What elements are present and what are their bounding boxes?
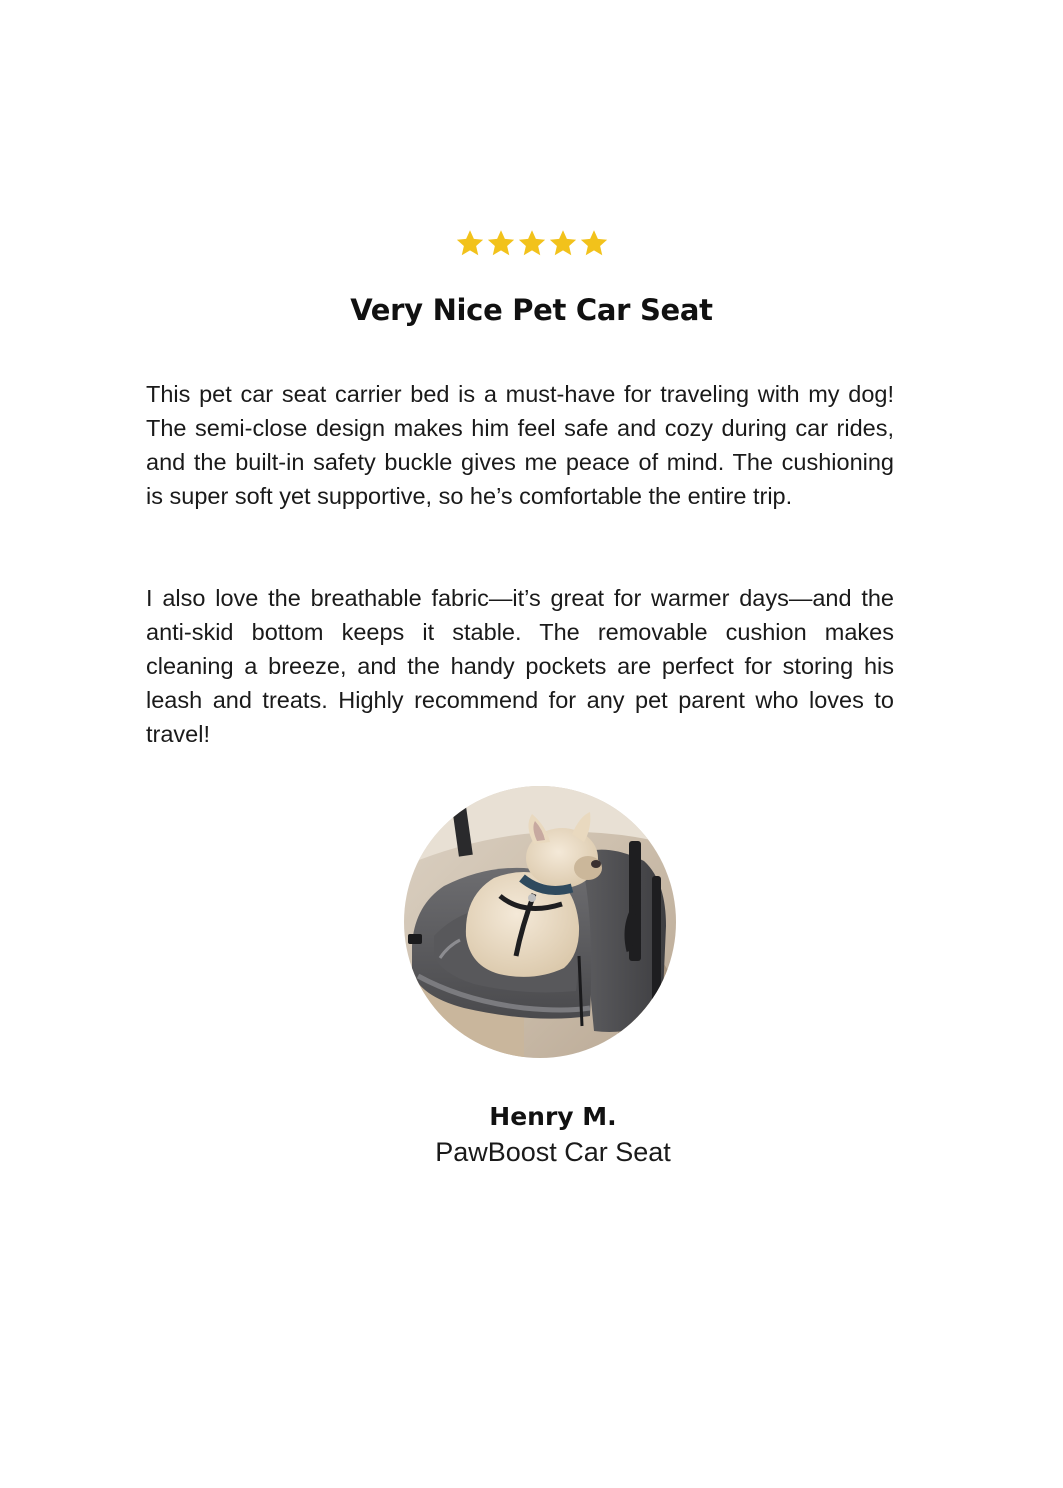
review-paragraph-1: This pet car seat carrier bed is a must-have for traveling with my dog! The semi-close design makes him feel safe and cozy during car rides, and the built-in safety buckle gives me peace of mind. The cushioning is super soft yet supportive, so he’s comfortable the entire trip. [146,381,894,509]
star-icon [486,228,516,258]
reviewer-photo [404,786,676,1058]
star-rating [0,228,1063,258]
star-icon [548,228,578,258]
star-icon [455,228,485,258]
reviewer-name: Henry M. [489,1102,617,1131]
reviewed-product: PawBoost Car Seat [435,1137,671,1167]
dog-in-car-seat-photo [404,786,676,1058]
review-paragraph-2: I also love the breathable fabric—it’s great for warmer days—and the anti-skid bottom keeps it stable. The removable cushion makes cleaning a breeze, and the handy pockets are perfect for storing his leash and treats. Highly recommend for any pet parent who loves to travel! [146,585,894,747]
review-title: Very Nice Pet Car Seat [350,293,713,327]
star-icon [579,228,609,258]
star-icon [517,228,547,258]
